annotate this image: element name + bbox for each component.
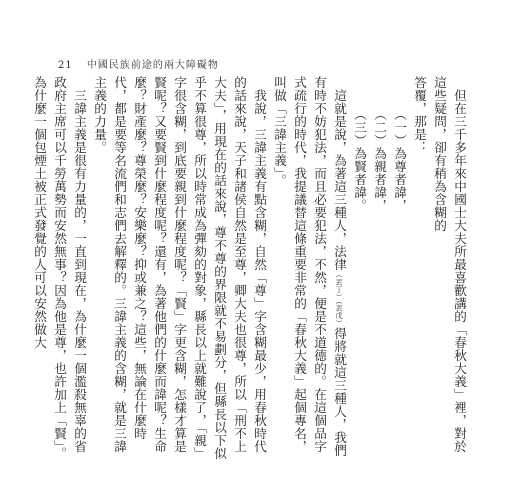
list-item: （二）為親者諱， (372, 107, 387, 212)
page-header (58, 56, 219, 71)
paragraph: 答覆，那是： (412, 76, 427, 154)
paragraph-text: 得將就這三種人，我們有時不妨犯法，而且必要犯法，不然，便是不道德的。在這個品字式疏行的時代，我提議替這條重要非常的「春秋大義」起個專名，叫做「三諱主義」。 (272, 76, 347, 457)
list-item: （三）為賢者諱。 (352, 107, 367, 212)
running-title: 中國民族前途的兩大障礙物 (86, 60, 219, 71)
paragraph: 三諱主義是很有力量的，一直到現在，為什麼一個濫殺無辜的省政府主席可以千勞萬勢而安然無事？因為他是尊，也許加上「賢」。為什麼一個包煙土被正式發覺的人可以安然做大 (32, 76, 87, 460)
paragraph (269, 76, 349, 462)
paragraph-text: 這就是說，為著這三種人，法律 (332, 88, 347, 271)
list-item: （一）為尊者諱， (392, 107, 407, 212)
paragraph: 但在三千多年來中國士大夫所最喜歡講的「春秋大義」裡，對於這些疑問，卻有稍為含糊的 (432, 76, 467, 453)
paragraph: 我說，三諱主義有點含糊，自然「尊」字含糊最少，用春秋時代的話來說，天子和諸侯自然是至尊，卿大夫也很尊，所以「刑不上大夫」，用現在的話來說，尊不尊的界限就不易劃分，但縣長以下似乎不算很尊，所以時常成為彈劾的對象，縣長以上就難說了，「親」字很含糊，到底要親到什麼程度呢？「賢」字更含糊，怎樣才算是賢呢？又要賢到什麼程度呢？還有，為著他們的什麼而諱呢？生命麼？財產麼？尊榮麼？安樂麼？抑或兼之？這些，無論在什麼時代，都是要等名流們和志們去解釋的。三諱主義的含糊，就是三諱主義的力量。 (92, 76, 267, 460)
inline-note: （丟丁）（丟戊） (335, 270, 343, 327)
page-number: 21 (58, 60, 73, 71)
body-text (32, 76, 469, 462)
